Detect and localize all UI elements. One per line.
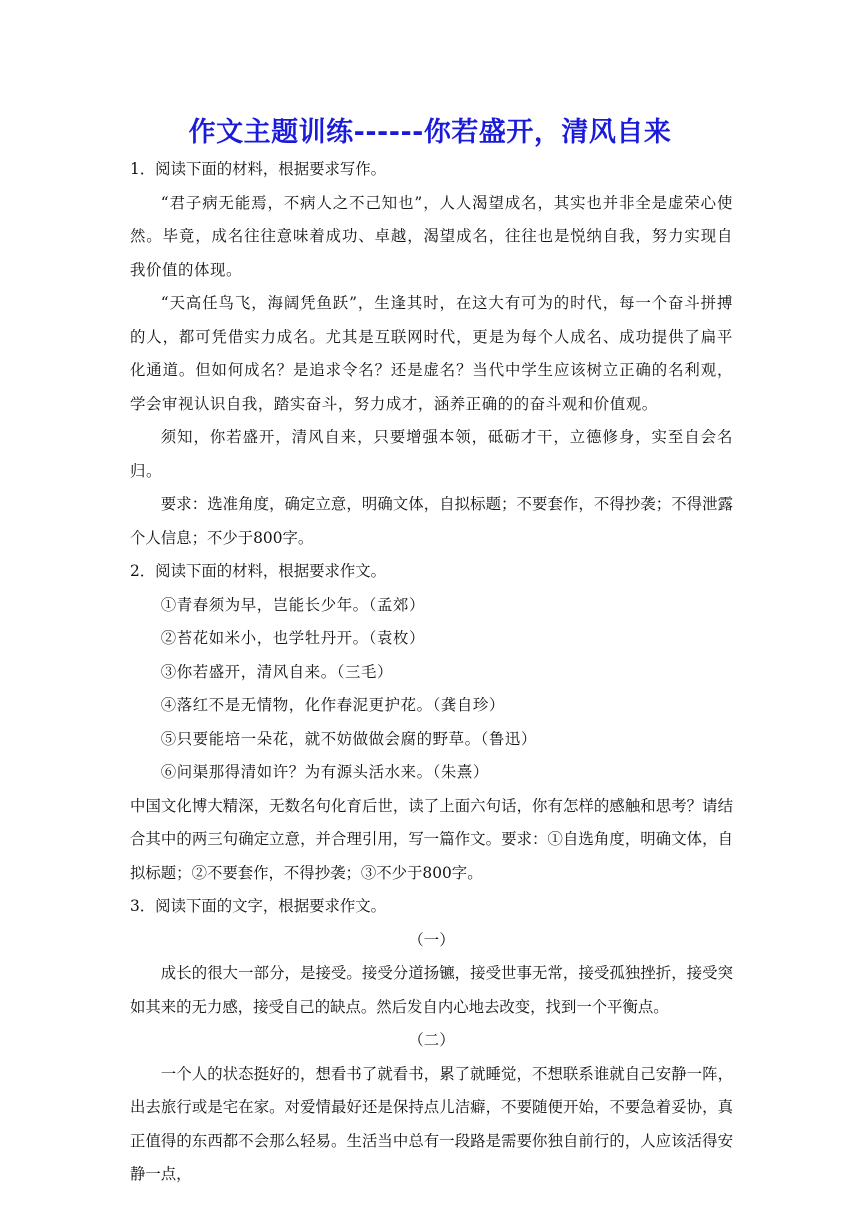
q3-part-text: 成长的很大一部分，是接受。接受分道扬镳，接受世事无常，接受孤独挫折，接受突如其来的无力感，接受自己的缺点。然后发自内心地去改变，找到一个平衡点。 bbox=[130, 964, 733, 1016]
q2-quote: ④落红不是无情物，化作春泥更护花。（龚自珍） bbox=[160, 696, 505, 714]
q3-heading: 3．阅读下面的文字，根据要求作文。 bbox=[130, 897, 387, 915]
q1-paragraph: “君子病无能焉，不病人之不己知也”，人人渴望成名，其实也并非全是虚荣心使然。毕竟，成名往往意味着成功、卓越，渴望成名，往往也是悦纳自我，努力实现自我价值的体现。 bbox=[130, 193, 733, 279]
q2-quote: ⑥问渠那得清如许？为有源头活水来。（朱熹） bbox=[160, 763, 489, 781]
q3-part-label: （二） bbox=[408, 1031, 455, 1049]
q2-quote: ①青春须为早，岂能长少年。（孟郊） bbox=[160, 595, 425, 614]
q2-prompt: 中国文化博大精深，无数名句化育后世，读了上面六句话，你有怎样的感触和思考？请结合其中的两三句确定立意，并合理引用，写一篇作文。要求：①自选角度，明确文体，自拟标题；②不要套作，不得抄袭；③不少于800字。 bbox=[130, 796, 733, 882]
document-title: 作文主题训练------你若盛开，清风自来 bbox=[188, 117, 672, 148]
q2-quote: ②苔花如米小，也学牡丹开。（袁枚） bbox=[160, 629, 425, 647]
q2-quote: ⑤只要能培一朵花，就不妨做做会腐的野草。（鲁迅） bbox=[160, 729, 537, 748]
q3-part-label: （一） bbox=[408, 930, 455, 949]
q2-quote: ③你若盛开，清风自来。（三毛） bbox=[160, 662, 393, 681]
q1-heading: 1．阅读下面的材料，根据要求写作。 bbox=[130, 160, 387, 178]
q1-paragraph: 须知，你若盛开，清风自来，只要增强本领，砥砺才干，立德修身，实至自会名归。 bbox=[130, 428, 733, 480]
document-body bbox=[130, 153, 733, 1192]
q2-heading: 2．阅读下面的材料，根据要求作文。 bbox=[130, 562, 387, 580]
q1-requirement: 要求：选准角度，确定立意，明确文体，自拟标题；不要套作，不得抄袭；不得泄露个人信息；不少于800字。 bbox=[130, 495, 733, 547]
q1-paragraph: “天高任鸟飞，海阔凭鱼跃”，生逢其时，在这大有可为的时代，每一个奋斗拼搏的人，都可凭借实力成名。尤其是互联网时代，更是为每个人成名、成功提供了扁平化通道。但如何成名？是追求令名？还是虚名？当代中学生应该树立正确的名利观，学会审视认识自我，踏实奋斗，努力成才，涵养正确的的奋斗观和价值观。 bbox=[130, 294, 733, 413]
q3-part-text: 一个人的状态挺好的，想看书了就看书，累了就睡觉，不想联系谁就自己安静一阵，出去旅行或是宅在家。对爱情最好还是保持点儿洁癖，不要随便开始，不要急着妥协，真正值得的东西都不会那么轻易。生活当中总有一段路是需要你独自前行的，人应该活得安静一点， bbox=[130, 1064, 733, 1183]
